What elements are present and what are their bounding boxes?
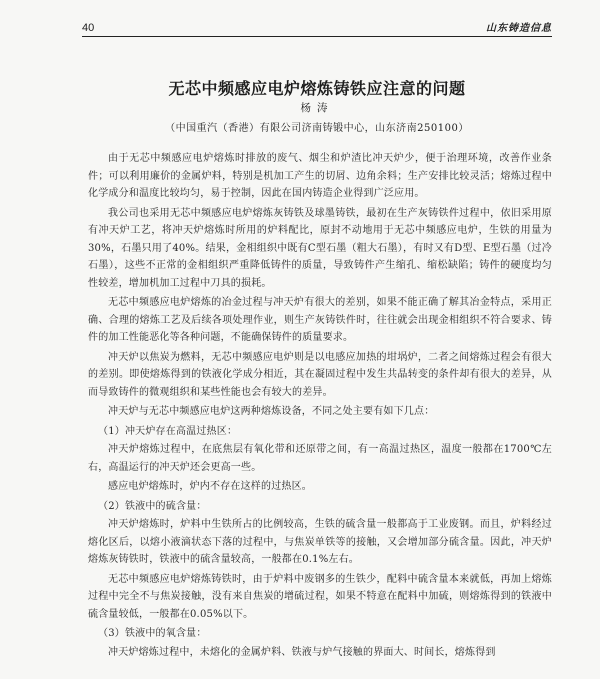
article-body — [88, 150, 552, 663]
section-heading-3: （3）铁液中的氧含量： — [98, 628, 207, 639]
article-affiliation: （中国重汽（香港）有限公司济南铸锻中心，山东济南250100） — [165, 123, 469, 134]
section-2-paragraph-2: 无芯中频感应电炉熔炼铸铁时，由于炉料中废钢多的生铁少，配料中硫含量本来就低，再加上熔炼过程中完全不与焦炭接触，没有来自焦炭的增硫过程，如果不特意在配料中加硫，则熔炼得到的铁液中硫含量较低，一般都在0.05%以下。 — [88, 573, 552, 620]
section-1-paragraph-2: 感应电炉熔炼时，炉内不存在这样的过热区。 — [108, 481, 312, 492]
body-paragraph-5: 冲天炉与无芯中频感应电炉这两种熔炼设备，不同之处主要有如下几点： — [108, 406, 435, 417]
article-title: 无芯中频感应电炉熔炼铸铁应注意的问题 — [168, 79, 466, 98]
section-heading-2: （2）铁液中的硫含量： — [98, 500, 207, 512]
body-paragraph-4: 冲天炉以焦炭为燃料，无芯中频感应电炉则是以电感应加热的坩埚炉，二者之间熔炼过程会有很大的差别。即使熔炼得到的铁液化学成分相近，其在凝固过程中发生共晶转变的条件却有很大的差异，从而导致铸件的微观组织和某些性能也会有较大的差异。 — [88, 351, 552, 398]
journal-name: 山东铸造信息 — [486, 23, 552, 34]
section-heading-1: （1）冲天炉存在高温过热区： — [98, 425, 238, 437]
running-header — [82, 14, 552, 37]
section-3-paragraph-1: 冲天炉熔炼过程中，未熔化的金属炉料、铁液与炉气接触的界面大、时间长，熔炼得到 — [108, 646, 496, 658]
section-1-paragraph-1: 冲天炉熔炼过程中，在底焦层有氧化带和还原带之间，有一高温过热区，温度一般都在1700℃左右，高温运行的冲天炉还会更高一些。 — [88, 444, 552, 473]
page-number: 40 — [82, 22, 95, 34]
section-2-paragraph-1: 冲天炉熔炼时，炉料中生铁所占的比例较高，生铁的硫含量一般都高于工业废钢。而且，炉料经过熔化区后，以熔小液滴状态下落的过程中，与焦炭单铁等的接触，又会增加部分硫含量。因此，冲天炉熔炼灰铸铁时，铁液中的硫含量较高，一般都在0.1%左右。 — [88, 519, 552, 565]
body-paragraph-1: 由于无芯中频感应电炉熔炼时排放的废气、烟尘和炉渣比冲天炉少，便于治理环境，改善作业条件；可以利用廉价的金属炉料，特别是机加工产生的切屑、边角余料；生产安排比较灵活；熔炼过程中化学成分和温度比较均匀，易于控制，因此在国内铸造企业得到广泛应用。 — [88, 153, 552, 199]
body-paragraph-3: 无芯中频感应电炉熔炼的冶金过程与冲天炉有很大的差别，如果不能正确了解其冶金特点，采用正确、合理的熔炼工艺及后续各项处理作业，则生产灰铸铁件时，往往就会出现金相组织不符合要求、铸件的加工性能恶化等各种问题，不能确保铸件的质量要求。 — [88, 297, 552, 343]
body-paragraph-2: 我公司也采用无芯中频感应电炉熔炼灰铸铁及球墨铸铁，最初在生产灰铸铁件过程中，依旧采用原有冲天炉工艺，将冲天炉熔炼时所用的炉料配比，原封不动地用于无芯中频感应电炉，生铁的用量为30%，石墨只用了40%。结果，金相组织中既有C型石墨（粗大石墨），有时又有D型、E型石墨（过冷石墨），这些不正常的金相组织严重降低铸件的质量，导致铸件产生缩孔、缩松缺陷；铸件的硬度均匀性较差，增加机加工过程中刀具的损耗。 — [88, 207, 552, 289]
article-author: 杨涛 — [300, 102, 334, 114]
